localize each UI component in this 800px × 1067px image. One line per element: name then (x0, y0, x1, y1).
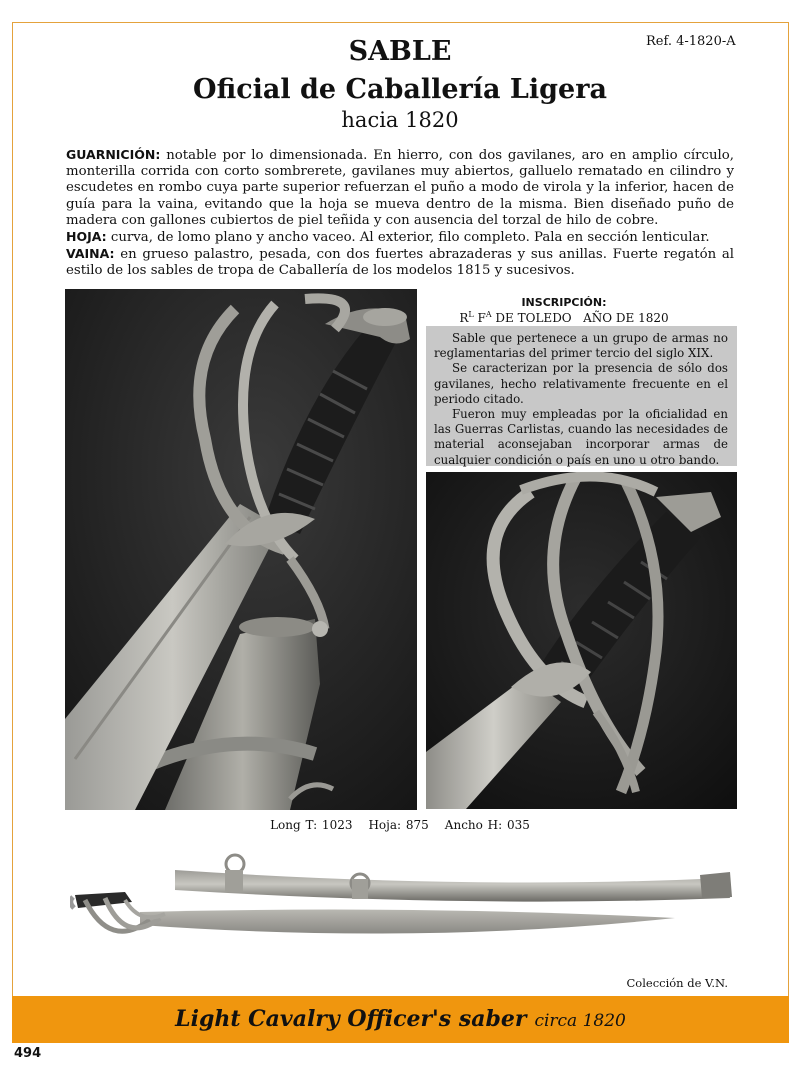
page-date: hacia 1820 (341, 108, 459, 132)
english-title: Light Cavalry Officer's saber (175, 1006, 527, 1032)
guard-closeup-photo (426, 472, 737, 809)
guarnicion-text: notable por lo dimensionada. En hierro, con dos gavilanes, aro en amplio círculo, monterilla corrida con corto sombrerete, gavilanes muy abiertos, galluelo rematado en cilindro y escudetes en rombo cuya parte superior refuerzan el puño a modo de virola y la inferior, hacen de guía para la vaina, evitando que la hoja se mueva dentro de la misma. Bien diseñado puño de madera con gallones cubiertos de piel teñida y con ausencia del torzal de hilo de cobre. (66, 148, 734, 228)
inscription-label: INSCRIPCIÓN: (521, 296, 607, 309)
hoja-text: curva, de lomo plano y ancho vaceo. Al exterior, filo completo. Pala en sección lenticular. (106, 230, 710, 246)
page-title: SABLE (348, 36, 452, 67)
collection-credit: Colección de V.N. (626, 976, 728, 990)
english-circa: circa 1820 (534, 1011, 626, 1031)
blade-width: Ancho H: 035 (444, 818, 530, 832)
note-paragraph: Sable que pertenece a un grupo de armas no reglamentarias del primer tercio del siglo XIX. (434, 331, 728, 361)
hilt-closeup-photo (65, 289, 417, 810)
hoja-paragraph (66, 229, 734, 246)
measurements (0, 818, 800, 832)
vaina-text: en grueso palastro, pesada, con dos fuertes abrazaderas y sus anillas. Fuerte regatón al estilo de los sables de tropa de Caballería de los modelos 1815 y sucesivos. (66, 247, 734, 279)
description-block (66, 147, 734, 280)
page-number: 494 (14, 1046, 42, 1061)
hoja-label: HOJA: (66, 229, 107, 245)
english-title-banner (12, 996, 789, 1043)
total-length: Long T: 1023 (270, 818, 353, 832)
vaina-paragraph (66, 246, 734, 279)
guarnicion-label: GUARNICIÓN: (66, 147, 161, 162)
reference-number: Ref. 4-1820-A (646, 34, 736, 49)
page-subtitle: Oficial de Caballería Ligera (193, 74, 607, 105)
note-paragraph: Fueron muy empleadas por la oficialidad en las Guerras Carlistas, cuando las necesidades de material aconsejaban incorporar armas de cualquier condición o país en uno u otro bando. (434, 407, 728, 467)
inscription-text: $R^L$ $F^A$ DE TOLEDO AÑO DE 1820 (459, 310, 669, 325)
blade-length: Hoja: 875 (368, 818, 429, 832)
vaina-label: VAINA: (66, 246, 115, 262)
historical-note (426, 326, 737, 466)
guarnicion-paragraph (66, 147, 734, 229)
note-paragraph: Se caracterizan por la presencia de sólo dos gavilanes, hecho relativamente frecuente en el periodo citado. (434, 361, 728, 406)
full-saber-photo (70, 850, 750, 955)
